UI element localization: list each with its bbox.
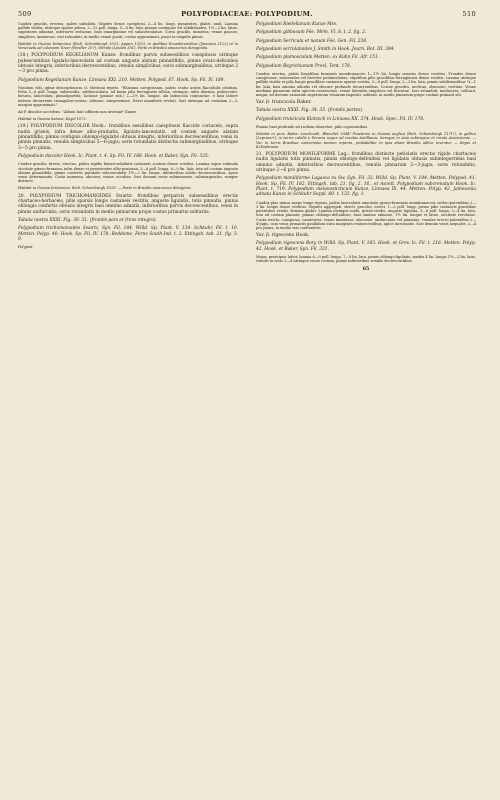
text-paragraph: Nondum vidi, igitur descriptionem cl. Mettenii repeto. "Rhizoma caespitosum, paleis ovatis acutis flaccidulis obsitum. Folia 3—8 poll. longa, subsessilia, subfasciculata, ad basin pilis ferrugineis villosa, utrinque, infra densius, pubescenti-hirsuta, lanceolata, pinnatipartita; laciniae (pinnae sub.) 2—2½ lin. longae, ala latiuscula conjunctae, e basi latiore inferne decurrente triangulari-ovatae, obtusae, integerrimae. Nervi manifeste evoluti. Sori utrinque ad costulam 2—3, margini approximati." xyxy=(18,85,238,107)
right-page-number: 510 xyxy=(462,10,476,18)
text-paragraph: Caudex plus minus saepe longe repens, paleis lanceolatis annulatis griseo-brunneis membranaceis crebro-patentibus 2—3 lin. longis dense vestitus. Stipites aggregati, stricti, graciles, erecti, 1—3 poll. longi, primo pilis castaneis gracilibus patentibus vestiti, demum glabri. Lamina utrinque nuda, griseo-viridis, anguste ligulata, 3—8 poll. longa, 3—4 lin. lata, tota ad costam pinnata; pinnae oblongo-deltoideae, basi omnino adnatae, 1½ lin. longae et latae, siccitate revolutae. Costa stricta, conspicua, caesiesens; venae immersae, obscurae, unifurcatae vel pinnatae, venulae erecto-patentibus 2—4-jugis, cum venis primariis paullulum intra margines evanescentibus, apice incrassatis. Sori demum venis aequales, 2—4 pro pinna, in medio vim confluentes. xyxy=(256,200,476,230)
text-paragraph: Habitat in prov. Bahia: Luschnath, Blanchet 3944! Praeterea in Guiana anglica (Rich. Schomburgk 1171!), in gallica (Leprieur!), in terris calidis e Peruvia usque ad insulas Antillanas, itemque in Asia subtropica et insula Ascensionis. — Var. in terris Brasiliae contermino tantum reperta, probabiliter in ipsa etiam Brasilia adhuc inventur. — Bryas et Eckrabrusia. xyxy=(256,132,476,149)
text-paragraph: Polypodium discolor Hook. Ic. Plant. t. 4. Sp. Fil. IV. 188. Hook. et Baker, Syn. Fil. 325. xyxy=(18,154,210,160)
text-paragraph: Caudex erectus, paleis lineolibus brunneis membranaceis 1—1½ lin. longis ornatus dense vestitus. Frondes dense caespitosae, subsessiles vel breviter pedunculatae, stipitibus pilis gracilibus ferruginosis dense vestitis. Lamina utrinque pallide viridis et pilis longis gracilibus castaneis sparsis vestita, 2—8 poll. longa, 2—3 lin. lata; pinnis subdistantibus ¼—1 lin. lata, basi omnino adnatis vel obscure profunde decurrentibus. Costae graciles, arcticae, obscurae, vestitae. Venae mediana pinnarum infra apicem evanescens, venae laterales simplices vel furcatae. Sori rotundati, mediocres, solitarii, magni, ad dorsum ramorum superiorum venarum impositi, solitarii, in medio pinnarum prope costam primarii siti. xyxy=(256,72,476,98)
text-paragraph: Habitat in Guiana britannica: Rich. Schomburgk 1031! — Forte in Brasilia amazonica detegetur. xyxy=(18,186,192,191)
text-paragraph: 20. POLYPODIUM TRICHOMANOIDES Swartz: frondibus perparvis subsessilibus erectis chartaceo-herbaceis, pilis sparsis longis castaneis vestitis, anguste ligulatis, totis pinnatis, pinnis oblongis confertis obtusis integris basi omnino adnatis, inferioribus parvis decrescentibus, venis in pinnis unifurcatis; soris rotundatis in medio pinnarum prope costas primariis solitariis. xyxy=(18,193,238,215)
text-paragraph: Polypodium gibbosum Fée, Mém. VI. 8. t. 2. fig. 2. xyxy=(256,30,367,36)
text-paragraph: Habitat in Guiana batava: Kegel 1072. xyxy=(18,117,87,122)
text-paragraph: Tabula nostra XXXI. Fig. 30. 31. (frondis pars et frons integra). xyxy=(18,218,157,224)
text-paragraph: Pinnae basi profunde ad rachem dissectae, pilis copiosioribus. xyxy=(256,124,369,129)
text-paragraph: Polypodium plumosculum Metten. ex Kuhn Fil. Afr. 151. xyxy=(256,55,380,61)
text-paragraph: Polypodium rigescens Bory in Willd. Sp. Plant. V. 183. Hook. et Grev. Ic. Fil. t. 216. Metten. Polyp. 42. Hook. et Baker, Syn. Fil. 331. xyxy=(256,241,476,252)
left-column xyxy=(18,22,238,272)
running-title: POLYPODIACEAE: POLYPODIUM. xyxy=(181,10,313,18)
text-paragraph: Polypodium Beyrichianum Presl, Tent. 178. xyxy=(256,63,352,69)
text-paragraph: Polypodium moniliforme Lagasca ex Sw. Syn. Fil. 33. Willd. Sp. Plant. V. 184. Metten. Polypod. 41. Hook. Sp. Fil. IV. 182. Ettingsh. tab. 21. fig. 2. 16., et Ascett. Polypodium subcrenatum Hook. Ic. Plant. t. 719. Polypodium melanosticticum Kunze, Linnaea IX. 44. Metten. Polyp. 42. Jamesonia adnata Kunze in Schkuhr Suppl. 80. t. 133. fig. 1. xyxy=(256,176,476,198)
running-header xyxy=(18,10,476,18)
text-paragraph: Caudex gracilis, brevis, erectus, paleis rigidis lineari-subulatis castaneis acutum dense vestitus. Lamina supra subnuda siccitate griseo-brunnea, infra dense et persistenter albo-pruinosa, 3—6 poll. longa, 8—9 lin. lata, tota ad costam anguste alatam pinnatifida, pinnis confertis patulatis subcrenulatis 1½—2 lin. longis, inferioribus subito decrescentibus, apice venis determinatis. Costa immersa, obscura; venae occultae. Sori demum venis subimmersis, submarginales, semper distincti. xyxy=(18,162,238,184)
text-paragraph: Tabula nostra XXXI. Fig. 34. 35. (frondis partes). xyxy=(256,108,364,114)
text-paragraph: Major, praecipue latior, lamina 6—9 poll. longa, 7—9 lin. lata, pinnis oblongo-ligulatis, mediis 4 lin. longis 1½—2 lin. latis, venulis in seris 3—4 utrinque secus costam, pinnis inferioribus venulis decrescentibus. xyxy=(256,254,476,264)
text-paragraph: (19.) POLYPODIUM DISCOLOR Hook.: frondibus sessilibus caespitosis flaccide coriaceis, supra nudis griseis, infra dense albo-pruinatis, ligulato-lanceolatis, ad costam anguste alatam pinnatifidis, pinnis contiguis oblongo-ligulatis obtusis integris, inferioribus decrescentibus; venis in pinnis pinnatis, venulis simplicibus 5—6-jugis; soris rotundatis distinctis submarginalibus, utrinque 3—5 pro pinna. xyxy=(18,124,238,151)
page-footer-note: Polypod. xyxy=(18,245,34,250)
text-paragraph: Polypodium Serricula et nanum Fée, Gen. Fil. 238. xyxy=(256,38,368,44)
text-paragraph: (18.) POLYPODIUM KEGELIANUM Kunze: frondibus parvis subsessilibus caespitosis utrinque pubescentibus ligulato-lanceolatis ad costam anguste alatam pinnatifidis, pinnis ovato-deltoideis obtusis integris, inferioribus decrescentibus, venulis simplicibus; soris submarginalibus, utrinque 2—3 pro pinna. xyxy=(18,53,238,75)
text-paragraph: Polypodium serrulatoides J. Smith in Hook. Journ. Bot. III. 394. xyxy=(256,47,395,53)
text-paragraph: Polypodium truncicola Klotzsch in Linnaea XX. 374. Hook. Spec. Fil. IV. 178. xyxy=(256,116,425,122)
text-paragraph: Polypodium Kegelianum Kunze, Linnaea XXI. 210. Metten. Polypod. 67. Hook. Sp. Fil. IV. 189. xyxy=(18,77,225,83)
text-paragraph: Polypodium Riedelianum Kunze Mss. xyxy=(256,22,338,27)
text-paragraph: 21. POLYPODIUM MONILIFORME Lag.: frondibus distincte petiolatis erectis rigide chartaceis nudis ligulatis totis pinnatis, pinnis oblongo-deltoideis vel ligulatis obtusis subintegerrimis basi omnino adnatis, inferioribus decrescentibus, venulis pinnarum 2—3-jugis; soris rotundatis, utrinque 2—6 pro pinna. xyxy=(256,151,476,174)
variety-heading: Var. β. truncicola Baker. xyxy=(256,100,312,106)
text-paragraph: Polypodium trichomanoides Swartz, Syn. Fil. 184. Willd. Sp. Plant. V. 134. Schkuhr, Fil. t. 10. Metten. Polyp. 40. Hook. Sp. Fil. IV. 178. Beddome, Ferns South-Ind. t. 2. Ettingsh. tab. 21. fig. 3. 9. xyxy=(18,226,238,243)
text-paragraph: Caudex gracilis, erectus, paleis subulatis. Stipites dense caespitosi, 2—4 lin. longi, pungentes, glabri, nudi. Lamina pallide viridis, utrinque sparse pilosa, 2—12 poll. longa, 5—8 lin. lata; pinnae contiguae vel subdistantes, 1½—2 lin. latae, superiores adnatae, inferiores reductae, basi emarginatae vel subauriculatae. Costa gracilis, immersa; venae paucae, simplices, immersae; sori rotundati, in medio venae positi, costae approximati, pauci in singulis pinnis. xyxy=(18,22,238,39)
signature-mark: 65 xyxy=(362,267,370,273)
variety-heading: Var. β. rigescens Hook. xyxy=(256,233,310,239)
two-column-body xyxy=(18,22,476,272)
right-column xyxy=(256,22,476,272)
text-paragraph: Ad P. discolor accedens. "Album huic affinem non inveniat" Kunze. xyxy=(18,109,138,114)
left-page-number: 509 xyxy=(18,10,32,18)
text-paragraph: Habitat in Guiana britannica (Rich. Schomburgk 1031; Appun 1510), in Andibus Ecuadorensibus (Jameson 2122) et in Venezuela ad coloniam Tovar (Fendler 207), Merida (Linden 351). Forte in Brasilia amazonica detegenda. xyxy=(18,41,238,51)
